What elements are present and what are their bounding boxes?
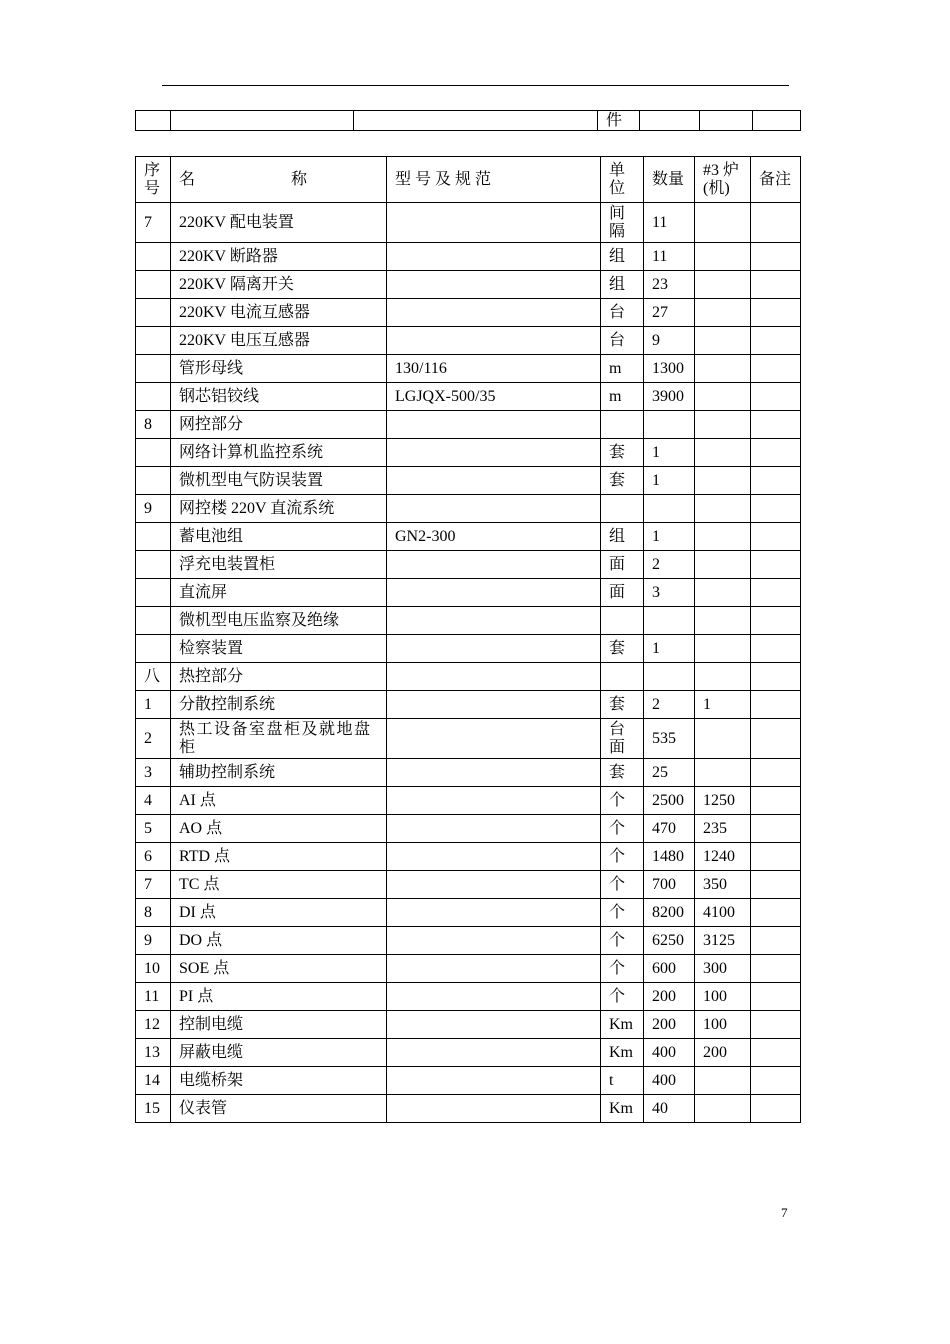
cell-seq xyxy=(136,467,171,495)
cell-model xyxy=(387,843,601,871)
cell-name: 屏蔽电缆 xyxy=(171,1039,387,1067)
table-row xyxy=(136,439,801,467)
cell-qty: 25 xyxy=(644,759,695,787)
cell-unit: Km xyxy=(601,1039,644,1067)
cell-unit: 台面 xyxy=(601,719,644,759)
cell-unit3 xyxy=(695,411,751,439)
cell-remark xyxy=(751,927,801,955)
table-cell xyxy=(753,111,801,131)
cell-unit3 xyxy=(695,203,751,243)
cell-remark xyxy=(751,691,801,719)
cell-unit: 个 xyxy=(601,899,644,927)
cell-unit: 间隔 xyxy=(601,203,644,243)
cell-model xyxy=(387,1039,601,1067)
equipment-table xyxy=(135,156,801,1123)
cell-seq: 15 xyxy=(136,1095,171,1123)
cell-unit: m xyxy=(601,383,644,411)
cell-unit: 套 xyxy=(601,467,644,495)
cell-model xyxy=(387,983,601,1011)
table-row xyxy=(136,111,801,131)
cell-remark xyxy=(751,663,801,691)
page-number: 7 xyxy=(781,1205,788,1220)
cell-qty: 470 xyxy=(644,815,695,843)
cell-unit3 xyxy=(695,759,751,787)
cell-name: 220KV 隔离开关 xyxy=(171,271,387,299)
cell-seq: 8 xyxy=(136,411,171,439)
cell-unit: 个 xyxy=(601,983,644,1011)
cell-seq xyxy=(136,355,171,383)
cell-remark xyxy=(751,899,801,927)
cell-seq xyxy=(136,299,171,327)
cell-remark xyxy=(751,1039,801,1067)
cell-unit3 xyxy=(695,327,751,355)
cell-unit3 xyxy=(695,663,751,691)
table-row xyxy=(136,411,801,439)
cell-model: GN2-300 xyxy=(387,523,601,551)
cell-name: 直流屏 xyxy=(171,579,387,607)
cell-unit3: 200 xyxy=(695,1039,751,1067)
cell-qty: 1480 xyxy=(644,843,695,871)
cell-qty: 1 xyxy=(644,635,695,663)
cell-unit: 个 xyxy=(601,843,644,871)
cell-unit xyxy=(601,663,644,691)
cell-seq xyxy=(136,523,171,551)
cell-model: LGJQX-500/35 xyxy=(387,383,601,411)
cell-unit3: 1250 xyxy=(695,787,751,815)
cell-seq: 1 xyxy=(136,691,171,719)
cell-unit3: 350 xyxy=(695,871,751,899)
cell-unit: 套 xyxy=(601,439,644,467)
cell-unit3 xyxy=(695,719,751,759)
cell-unit: 面 xyxy=(601,551,644,579)
cell-unit3: 235 xyxy=(695,815,751,843)
cell-name: 管形母线 xyxy=(171,355,387,383)
table-row xyxy=(136,467,801,495)
cell-unit3 xyxy=(695,523,751,551)
cell-remark xyxy=(751,383,801,411)
cell-remark xyxy=(751,299,801,327)
cell-unit3 xyxy=(695,1067,751,1095)
cell-name: 电缆桥架 xyxy=(171,1067,387,1095)
cell-name: 检察装置 xyxy=(171,635,387,663)
cell-seq: 6 xyxy=(136,843,171,871)
header-name-a: 名 xyxy=(179,170,196,188)
table-row xyxy=(136,607,801,635)
cell-unit3 xyxy=(695,299,751,327)
cell-model xyxy=(387,719,601,759)
cell-unit: 个 xyxy=(601,787,644,815)
table-row xyxy=(136,1039,801,1067)
cell-unit: 套 xyxy=(601,691,644,719)
cell-unit3 xyxy=(695,355,751,383)
cell-model xyxy=(387,815,601,843)
cell-qty: 1 xyxy=(644,467,695,495)
header-unit: 单位 xyxy=(601,157,644,203)
cell-remark xyxy=(751,843,801,871)
cell-qty: 2 xyxy=(644,551,695,579)
cell-model xyxy=(387,1095,601,1123)
header-name-b: 称 xyxy=(291,170,308,188)
cell-seq xyxy=(136,439,171,467)
cell-unit3: 100 xyxy=(695,1011,751,1039)
cell-unit: 个 xyxy=(601,815,644,843)
cell-remark xyxy=(751,607,801,635)
cell-model xyxy=(387,607,601,635)
cell-model xyxy=(387,411,601,439)
cell-qty: 400 xyxy=(644,1067,695,1095)
table-row xyxy=(136,787,801,815)
cell-name: 微机型电压监察及绝缘 xyxy=(171,607,387,635)
cell-qty: 11 xyxy=(644,203,695,243)
cell-unit3 xyxy=(695,467,751,495)
cell-remark xyxy=(751,467,801,495)
cell-unit3: 3125 xyxy=(695,927,751,955)
table-header-row xyxy=(136,157,801,203)
cell-name: 分散控制系统 xyxy=(171,691,387,719)
cell-unit: 组 xyxy=(601,243,644,271)
table-row xyxy=(136,955,801,983)
cell-seq: 14 xyxy=(136,1067,171,1095)
cell-seq xyxy=(136,383,171,411)
cell-name: 蓄电池组 xyxy=(171,523,387,551)
cell-name: AI 点 xyxy=(171,787,387,815)
cell-unit xyxy=(601,411,644,439)
cell-qty: 200 xyxy=(644,983,695,1011)
cell-qty: 400 xyxy=(644,1039,695,1067)
table-row xyxy=(136,1011,801,1039)
cell-remark xyxy=(751,439,801,467)
table-row xyxy=(136,871,801,899)
cell-remark xyxy=(751,203,801,243)
cell-seq: 4 xyxy=(136,787,171,815)
table-row xyxy=(136,635,801,663)
table-row xyxy=(136,495,801,523)
cell-unit3 xyxy=(695,607,751,635)
table-row xyxy=(136,579,801,607)
header-unit3: #3 炉(机) xyxy=(695,157,751,203)
table-row xyxy=(136,299,801,327)
cell-model xyxy=(387,1011,601,1039)
cell-unit: 个 xyxy=(601,927,644,955)
table-row xyxy=(136,899,801,927)
cell-model xyxy=(387,579,601,607)
header-qty: 数量 xyxy=(644,157,695,203)
cell-name: 辅助控制系统 xyxy=(171,759,387,787)
table-row xyxy=(136,719,801,759)
cell-unit3 xyxy=(695,1095,751,1123)
cell-qty: 40 xyxy=(644,1095,695,1123)
cell-name: 220KV 配电装置 xyxy=(171,203,387,243)
cell-model xyxy=(387,955,601,983)
cell-model xyxy=(387,871,601,899)
table-row xyxy=(136,983,801,1011)
header-name xyxy=(171,157,387,203)
cell-model xyxy=(387,691,601,719)
cell-unit: 个 xyxy=(601,871,644,899)
cell-unit3 xyxy=(695,635,751,663)
cell-seq: 10 xyxy=(136,955,171,983)
cell-qty: 2 xyxy=(644,691,695,719)
cell-qty: 3 xyxy=(644,579,695,607)
cell-remark xyxy=(751,1067,801,1095)
cell-unit3: 300 xyxy=(695,955,751,983)
cell-remark xyxy=(751,871,801,899)
cell-unit3: 4100 xyxy=(695,899,751,927)
cell-name: 热控部分 xyxy=(171,663,387,691)
cell-seq xyxy=(136,243,171,271)
table-row xyxy=(136,551,801,579)
cell-remark xyxy=(751,579,801,607)
cell-qty: 8200 xyxy=(644,899,695,927)
cell-unit3: 1 xyxy=(695,691,751,719)
cell-remark xyxy=(751,635,801,663)
cell-name: 浮充电装置柜 xyxy=(171,551,387,579)
cell-qty: 11 xyxy=(644,243,695,271)
table-row xyxy=(136,663,801,691)
table-row xyxy=(136,843,801,871)
cell-name: DI 点 xyxy=(171,899,387,927)
table-row xyxy=(136,271,801,299)
cell-seq: 9 xyxy=(136,495,171,523)
cell-unit: 面 xyxy=(601,579,644,607)
cell-unit xyxy=(601,495,644,523)
cell-seq xyxy=(136,635,171,663)
cell-unit: 套 xyxy=(601,759,644,787)
table-cell xyxy=(700,111,753,131)
cell-seq: 12 xyxy=(136,1011,171,1039)
cell-unit: t xyxy=(601,1067,644,1095)
cell-unit3 xyxy=(695,579,751,607)
cell-model xyxy=(387,203,601,243)
table-row xyxy=(136,815,801,843)
cell-unit: 套 xyxy=(601,635,644,663)
table-cell xyxy=(640,111,700,131)
cell-unit: 台 xyxy=(601,299,644,327)
cell-remark xyxy=(751,523,801,551)
cell-unit3 xyxy=(695,439,751,467)
cell-remark xyxy=(751,955,801,983)
header-remark: 备注 xyxy=(751,157,801,203)
table-row xyxy=(136,203,801,243)
table-row xyxy=(136,523,801,551)
cell-name: PI 点 xyxy=(171,983,387,1011)
cell-seq: 9 xyxy=(136,927,171,955)
cell-remark xyxy=(751,411,801,439)
cell-unit3: 1240 xyxy=(695,843,751,871)
cell-model xyxy=(387,271,601,299)
table-cell xyxy=(171,111,354,131)
cell-remark xyxy=(751,787,801,815)
cell-model xyxy=(387,299,601,327)
cell-qty xyxy=(644,607,695,635)
cell-remark xyxy=(751,1095,801,1123)
cell-remark xyxy=(751,327,801,355)
cell-seq: 7 xyxy=(136,871,171,899)
header-model: 型 号 及 规 范 xyxy=(387,157,601,203)
table-row xyxy=(136,1095,801,1123)
cell-name: 220KV 断路器 xyxy=(171,243,387,271)
cell-model xyxy=(387,327,601,355)
cell-name: 网控楼 220V 直流系统 xyxy=(171,495,387,523)
cell-qty xyxy=(644,495,695,523)
cell-model xyxy=(387,899,601,927)
cell-unit3 xyxy=(695,271,751,299)
cell-model xyxy=(387,927,601,955)
cell-seq: 8 xyxy=(136,899,171,927)
cell-remark xyxy=(751,551,801,579)
cell-unit: Km xyxy=(601,1011,644,1039)
cell-unit: 台 xyxy=(601,327,644,355)
cell-name: RTD 点 xyxy=(171,843,387,871)
cell-qty: 700 xyxy=(644,871,695,899)
cell-unit3 xyxy=(695,551,751,579)
table-row xyxy=(136,1067,801,1095)
cell-model xyxy=(387,243,601,271)
cell-qty xyxy=(644,411,695,439)
cell-seq: 3 xyxy=(136,759,171,787)
cell-name: TC 点 xyxy=(171,871,387,899)
cell-qty: 3900 xyxy=(644,383,695,411)
cell-qty: 1 xyxy=(644,523,695,551)
cell-qty: 1300 xyxy=(644,355,695,383)
cell-qty: 27 xyxy=(644,299,695,327)
cell-unit: 组 xyxy=(601,271,644,299)
header-rule xyxy=(162,85,789,86)
cell-qty xyxy=(644,663,695,691)
cell-name: DO 点 xyxy=(171,927,387,955)
cell-remark xyxy=(751,815,801,843)
cell-remark xyxy=(751,983,801,1011)
cell-unit: 组 xyxy=(601,523,644,551)
cell-remark xyxy=(751,243,801,271)
cell-remark xyxy=(751,759,801,787)
cell-remark xyxy=(751,1011,801,1039)
cell-seq xyxy=(136,271,171,299)
cell-name: AO 点 xyxy=(171,815,387,843)
cell-remark xyxy=(751,355,801,383)
cell-unit: Km xyxy=(601,1095,644,1123)
cell-model xyxy=(387,439,601,467)
cell-seq: 5 xyxy=(136,815,171,843)
header-seq: 序号 xyxy=(136,157,171,203)
cell-seq: 八 xyxy=(136,663,171,691)
cell-unit: 个 xyxy=(601,955,644,983)
cell-qty: 600 xyxy=(644,955,695,983)
table-row xyxy=(136,355,801,383)
table-cell xyxy=(136,111,171,131)
cell-name: 钢芯铝铰线 xyxy=(171,383,387,411)
cell-qty: 6250 xyxy=(644,927,695,955)
cell-model xyxy=(387,467,601,495)
cell-model: 130/116 xyxy=(387,355,601,383)
table-row xyxy=(136,691,801,719)
cell-qty: 2500 xyxy=(644,787,695,815)
cell-qty: 1 xyxy=(644,439,695,467)
cell-seq xyxy=(136,579,171,607)
cell-name: SOE 点 xyxy=(171,955,387,983)
cell-name: 热工设备室盘柜及就地盘柜 xyxy=(171,719,387,759)
cell-seq: 11 xyxy=(136,983,171,1011)
cell-unit3 xyxy=(695,495,751,523)
cell-seq xyxy=(136,607,171,635)
cell-model xyxy=(387,495,601,523)
cell-unit3: 100 xyxy=(695,983,751,1011)
table-row xyxy=(136,243,801,271)
unit-cell: 件 xyxy=(598,111,640,131)
cell-remark xyxy=(751,271,801,299)
cell-model xyxy=(387,551,601,579)
cell-model xyxy=(387,663,601,691)
cell-seq xyxy=(136,551,171,579)
cell-seq xyxy=(136,327,171,355)
cell-name: 仪表管 xyxy=(171,1095,387,1123)
cell-seq: 2 xyxy=(136,719,171,759)
cell-qty: 23 xyxy=(644,271,695,299)
cell-remark xyxy=(751,495,801,523)
cell-model xyxy=(387,787,601,815)
cell-name: 控制电缆 xyxy=(171,1011,387,1039)
table-row xyxy=(136,327,801,355)
table-cell xyxy=(354,111,598,131)
cell-qty: 200 xyxy=(644,1011,695,1039)
cell-name: 220KV 电流互感器 xyxy=(171,299,387,327)
cell-unit3 xyxy=(695,383,751,411)
cell-seq: 13 xyxy=(136,1039,171,1067)
cell-name: 网控部分 xyxy=(171,411,387,439)
table-row xyxy=(136,927,801,955)
cell-model xyxy=(387,635,601,663)
previous-table-tail xyxy=(135,110,801,131)
cell-seq: 7 xyxy=(136,203,171,243)
cell-unit3 xyxy=(695,243,751,271)
cell-remark xyxy=(751,719,801,759)
cell-name: 微机型电气防误装置 xyxy=(171,467,387,495)
cell-model xyxy=(387,759,601,787)
cell-name: 220KV 电压互感器 xyxy=(171,327,387,355)
cell-qty: 9 xyxy=(644,327,695,355)
cell-name: 网络计算机监控系统 xyxy=(171,439,387,467)
cell-unit: m xyxy=(601,355,644,383)
table-row xyxy=(136,383,801,411)
cell-unit xyxy=(601,607,644,635)
cell-qty: 535 xyxy=(644,719,695,759)
table-row xyxy=(136,759,801,787)
cell-model xyxy=(387,1067,601,1095)
